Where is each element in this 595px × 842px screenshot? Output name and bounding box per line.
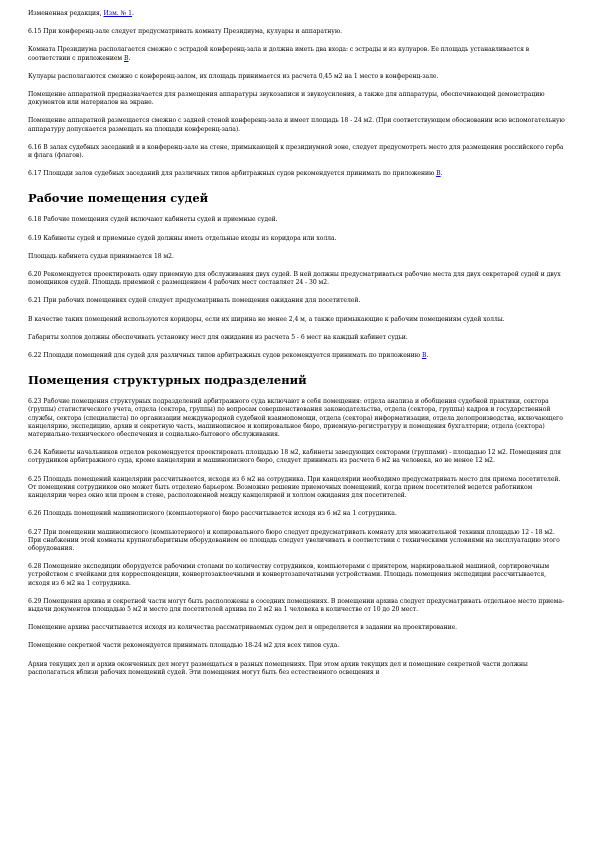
paragraph-6-25: 6.25 Площадь помещений канцелярии рассчитывается, исходя из 6 м2 на сотрудника. При канцелярии необходимо предусматривать место для приема посетителей. От помещения сотрудников оно может быть отделено барьером. Возможно решение приемочных помещений, когда прием посетителей ведется работником канцелярии через окно или проем в стене, расположенной между канцелярией и холлом ожидания для посетителей. xyxy=(28,475,561,500)
paragraph-6-29: 6.29 Помещения архива и секретной части могут быть расположены в соседних помещениях. В помещении архива следует предусматривать отдельное место приема-выдачи документов площадью 5 м2 и место для посетителей архива по 2 м2 на 1 человека в количестве от 10 до 20 мест. xyxy=(28,597,565,613)
paragraph-6-21: 6.21 При рабочих помещениях судей следует предусматривать помещения ожидания для посетителей. xyxy=(28,297,361,305)
heading-structural-units: Помещения структурных подразделений xyxy=(28,373,307,388)
appendix-link-presidium[interactable]: В xyxy=(124,54,129,62)
paragraph-archive-placement: Архив текущих дел и архив оконченных дел могут размещаться в разных помещениях. При этом архив текущих дел и помещение секретной части должны располагаться вблизи рабочих помещений судей. Эти помещения могут быть без естественного освещения и xyxy=(28,660,528,676)
paragraph-apparatus-1: Помещение аппаратной предназначается для размещения аппаратуры звукозаписи и звукоусиления, а также для аппаратуры, обеспечивающей демонстрацию документов или материалов на экране. xyxy=(28,91,545,107)
paragraph-secret-area: Помещение секретной части рекомендуется принимать площадью 18-24 м2 для всех типов суда. xyxy=(28,642,340,650)
heading-judges-rooms: Рабочие помещения судей xyxy=(28,191,209,206)
paragraph-corridors: В качестве таких помещений используются коридоры, если их ширина не менее 2,4 м, а также примыкающие к рабочим помещениям судей холлы. xyxy=(28,315,505,323)
appendix-link-6-22[interactable]: В xyxy=(421,352,427,360)
paragraph-6-20: 6.20 Рекомендуется проектировать одну приемную для обслуживания двух судей. В ней должны предусматриваться рабочие места для двух секретарей судей и двух помощников судей. Площадь приемной с размещением 4 рабочих мест составляет 24 - 30 м2. xyxy=(28,271,561,287)
paragraph-office-area: Площадь кабинета судьи принимается 18 м2. xyxy=(28,252,174,260)
paragraph-6-16: 6.16 В залах судебных заседаний и в конференц-зале на стене, примыкающей к президиумной зоне, следует предусмотреть место для размещения российского герба и флага (флагов). xyxy=(28,143,564,160)
paragraph-presidium: Комната Президиума располагается смежно с эстрадой конференц-зала и должна иметь два входа: с эстрады и из кулуаров. Ее площадь устанавливается в соответствии с приложением В. xyxy=(28,46,530,62)
paragraph-6-22: 6.22 Площади помещений для судей для различных типов арбитражных судов рекомендуется принимать по приложению В. xyxy=(28,352,429,360)
paragraph-kuluary: Кулуары располагаются смежно с конференц-залом, их площадь принимается из расчета 0,45 м2 на 1 место в конференц-зале. xyxy=(28,72,439,80)
edition-note: Измененная редакция, Изм. № 1. xyxy=(28,10,134,17)
paragraph-6-18: 6.18 Рабочие помещения судей включают кабинеты судей и приемные судей. xyxy=(28,216,278,224)
paragraph-hall-dimensions: Габариты холлов должны обеспечивать установку мест для ожидания из расчета 5 - 6 мест на каждый кабинет судьи. xyxy=(28,333,408,341)
paragraph-6-17-text: 6.17 Площади залов судебных заседаний для различных типов арбитражных судов рекомендуется принимать по приложению xyxy=(28,170,435,178)
appendix-link-6-17[interactable]: В xyxy=(436,170,441,178)
edition-note-text: Измененная редакция, xyxy=(28,10,102,17)
paragraph-6-17: 6.17 Площади залов судебных заседаний для различных типов арбитражных судов рекомендуется принимать по приложению В. xyxy=(28,170,443,178)
paragraph-6-26: 6.26 Площадь помещений машинописного (компьютерного) бюро рассчитывается исходя из 6 м2 на 1 сотрудника. xyxy=(28,510,397,518)
paragraph-6-27: 6.27 При помещении машинописного (компьютерного) и копировального бюро следует предусматривать комнату для множительной техники площадью 12 - 18 м2. При снабжении этой комнаты крупногабаритным оборудованием ее площадь следует увеличивать в соответствии с техническими условиями на эксплуатацию этого оборудования. xyxy=(28,528,560,552)
paragraph-6-23: 6.23 Рабочие помещения структурных подразделений арбитражного суда включают в себя помещения: отдела анализа и обобщения судебной практики, сектора (группы) статистического учета, отдела (сектора, группы) по вопросам совершенствования законодательства, отдела (сектора, группы) кадров и государственной службы, сектора (специалиста) по организации международной судебной взаимопомощи, отдела (сектора) информатизации, отдела делопроизводства, включающего канцелярию, экспедицию, архив и секретную часть, машинописное и копировальное бюро, приемную-регистратуру и помещения бухгалтерии; отдела (сектора) материально-технического обеспечения и социально-бытового обслуживания. xyxy=(28,398,563,439)
paragraph-archive-area: Помещение архива рассчитывается исходя из количества рассматриваемых судом дел и определяется в задании на проектирование. xyxy=(28,624,458,632)
paragraph-6-15: 6.15 При конференц-зале следует предусматривать комнату Президиума, кулуары и аппаратную. xyxy=(28,28,342,36)
presidium-text: Комната Президиума располагается смежно с эстрадой конференц-зала и должна иметь два входа: с эстрады и из кулуаров. Ее площадь устанавливается в соответствии с приложением xyxy=(28,46,530,62)
paragraph-6-22-text: 6.22 Площади помещений для судей для различных типов арбитражных судов рекомендуется принимать по приложению xyxy=(28,352,421,360)
paragraph-apparatus-2: Помещение аппаратной размещается смежно с задней стеной конференц-зала и имеет площадь 18 - 24 м2. (При соответствующем обосновании всю вспомогательную аппаратуру допускается размещать на площади конференц-зала). xyxy=(28,117,565,133)
paragraph-6-19: 6.19 Кабинеты судей и приемные судей должны иметь отдельные входы из коридора или холла. xyxy=(28,234,337,242)
paragraph-6-28: 6.28 Помещение экспедиции оборудуется рабочими столами по количеству сотрудников, компьютерами с принтером, маркировальной машиной, сортировочным устройством с ячейками для корреспонденции, конвертозаклеечными и конвертозапечатными устройствами. Площадь помещения экспедиции рассчитывается, исходя из 6 м2 на 1 сотрудника. xyxy=(28,563,550,587)
amendment-link[interactable]: Изм. № 1 xyxy=(103,10,132,17)
paragraph-6-24: 6.24 Кабинеты начальников отделов рекомендуется проектировать площадью 18 м2, кабинеты заведующих секторами (группами) - площадью 12 м2. Помещения для сотрудников арбитражного суда, кроме канцелярии и машинописного бюро, следует принимать из расчета 6 м2 на человека, но не менее 12 м2. xyxy=(28,449,561,465)
